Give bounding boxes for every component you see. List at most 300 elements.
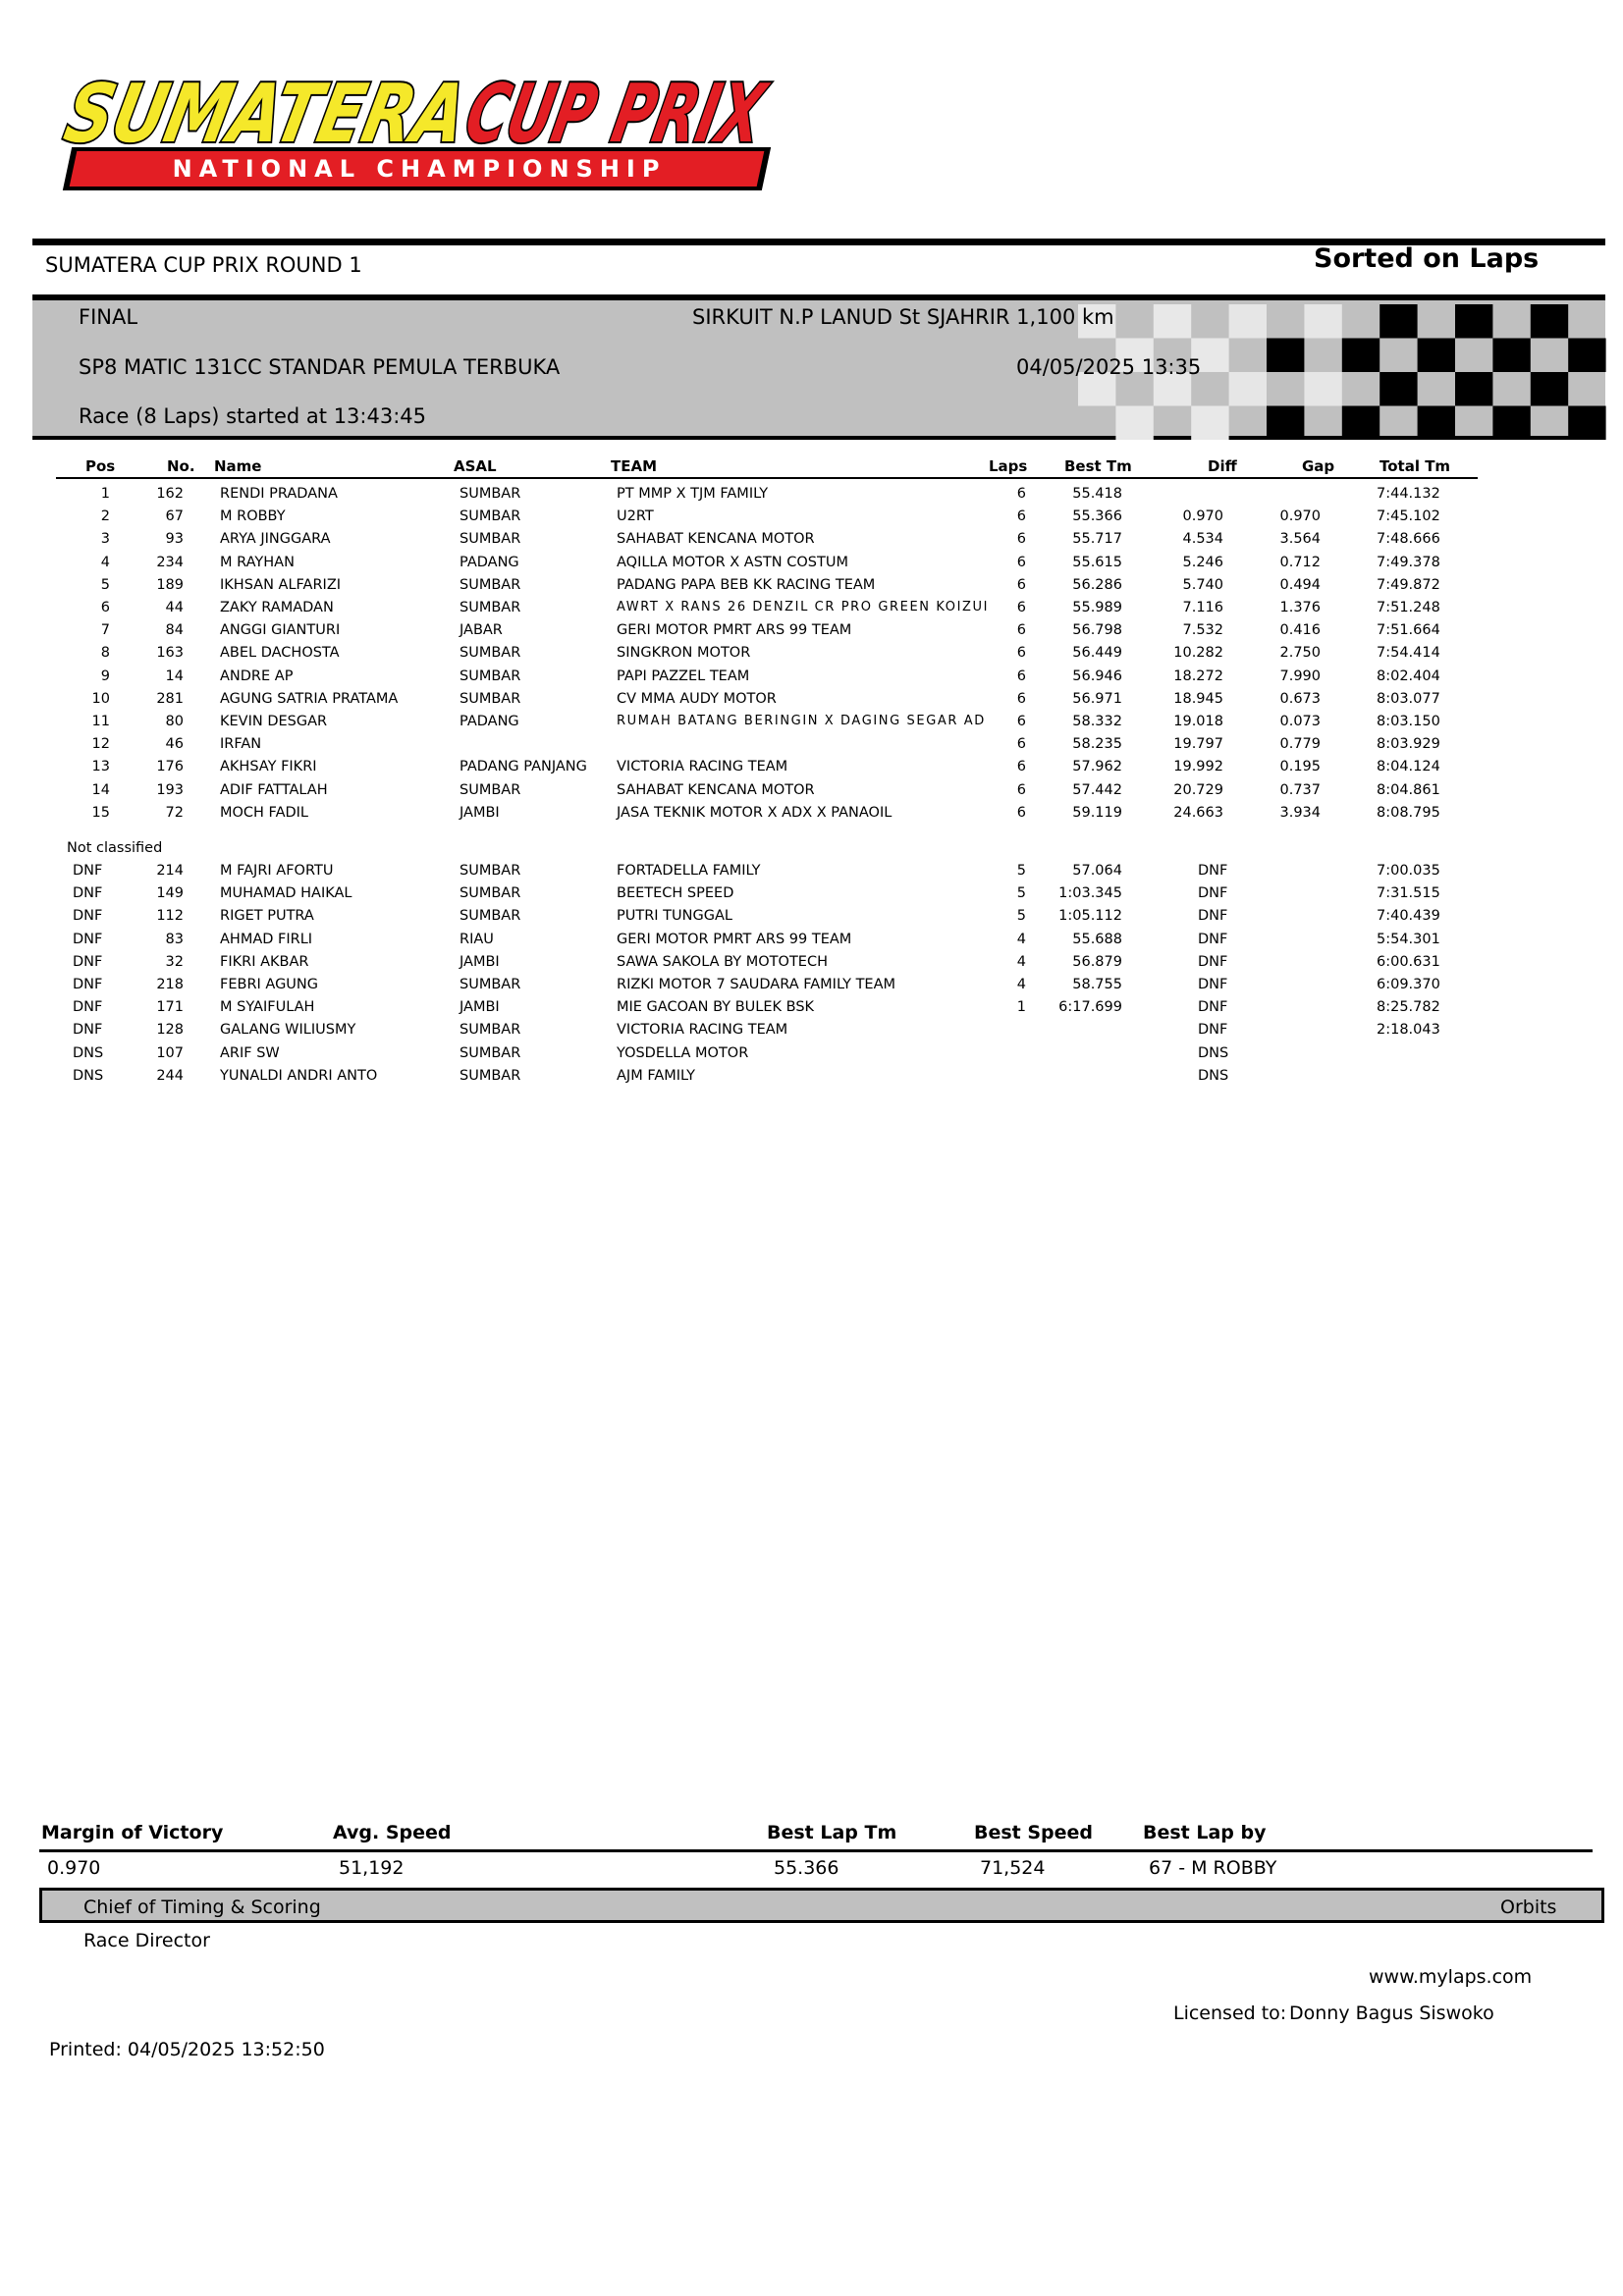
race-director-label: Race Director bbox=[83, 1930, 210, 1951]
cell-laps: 6 bbox=[1016, 576, 1026, 593]
table-row bbox=[0, 782, 1623, 805]
cell-best: 55.717 bbox=[1072, 531, 1122, 548]
cell-diff: DNF bbox=[1198, 999, 1228, 1016]
cell-name: AKHSAY FIKRI bbox=[220, 759, 317, 775]
cell-gap: 0.073 bbox=[1279, 714, 1321, 729]
cell-pos: DNF bbox=[73, 863, 103, 879]
cell-no: 72 bbox=[165, 804, 184, 821]
col-total: Total Tm bbox=[1380, 457, 1451, 475]
cell-no: 84 bbox=[165, 622, 184, 639]
sumatera-cup-prix-logo bbox=[57, 51, 902, 208]
circuit-label: SIRKUIT N.P LANUD St SJAHRIR 1,100 km bbox=[692, 305, 1114, 329]
table-row bbox=[0, 1068, 1623, 1091]
cell-best: 57.442 bbox=[1072, 781, 1122, 798]
cell-diff: 19.018 bbox=[1173, 714, 1223, 729]
cell-laps: 6 bbox=[1016, 714, 1026, 729]
cell-no: 46 bbox=[165, 736, 184, 753]
session-info-band bbox=[32, 294, 1605, 440]
cell-laps: 4 bbox=[1016, 953, 1026, 970]
cell-gap: 0.416 bbox=[1279, 622, 1321, 639]
col-asal: ASAL bbox=[454, 457, 497, 475]
cell-asal: SUMBAR bbox=[460, 645, 521, 662]
not-classified-label: Not classified bbox=[67, 840, 163, 856]
best-lap-by-value: 67 - M ROBBY bbox=[1149, 1857, 1277, 1879]
cell-best: 56.879 bbox=[1072, 953, 1122, 970]
cell-pos: 12 bbox=[91, 736, 110, 753]
cell-diff: DNF bbox=[1198, 953, 1228, 970]
cell-no: 83 bbox=[165, 931, 184, 947]
cell-team: SAWA SAKOLA BY MOTOTECH bbox=[617, 953, 828, 970]
cell-total: 8:03.150 bbox=[1377, 714, 1440, 729]
cell-laps: 6 bbox=[1016, 667, 1026, 684]
checker-square bbox=[1267, 339, 1304, 373]
checker-square bbox=[1342, 406, 1380, 441]
cell-diff: 5.740 bbox=[1182, 576, 1223, 593]
cell-name: M FAJRI AFORTU bbox=[220, 863, 334, 879]
cell-diff: 24.663 bbox=[1173, 804, 1223, 821]
cell-laps: 6 bbox=[1016, 645, 1026, 662]
cell-asal: SUMBAR bbox=[460, 667, 521, 684]
cell-pos: 8 bbox=[100, 645, 110, 662]
cell-no: 162 bbox=[156, 486, 184, 502]
table-row bbox=[0, 531, 1623, 554]
cell-asal: SUMBAR bbox=[460, 486, 521, 502]
cell-asal: JABAR bbox=[460, 622, 503, 639]
table-row bbox=[0, 577, 1623, 600]
cell-gap: 0.779 bbox=[1279, 736, 1321, 753]
table-row bbox=[0, 805, 1623, 828]
cell-no: 163 bbox=[156, 645, 184, 662]
cell-pos: 9 bbox=[100, 667, 110, 684]
cell-laps: 6 bbox=[1016, 622, 1026, 639]
cell-laps: 6 bbox=[1016, 690, 1026, 707]
class-name: SP8 MATIC 131CC STANDAR PEMULA TERBUKA bbox=[79, 355, 561, 379]
table-row bbox=[0, 908, 1623, 931]
cell-team: FORTADELLA FAMILY bbox=[617, 863, 761, 879]
checker-square bbox=[1531, 304, 1568, 339]
cell-best: 1:03.345 bbox=[1058, 885, 1122, 902]
checker-square bbox=[1418, 406, 1455, 441]
best-speed-label: Best Speed bbox=[974, 1822, 1094, 1843]
cell-no: 244 bbox=[156, 1067, 184, 1084]
race-info: Race (8 Laps) started at 13:43:45 bbox=[79, 404, 427, 428]
cell-best: 56.449 bbox=[1072, 645, 1122, 662]
col-gap: Gap bbox=[1302, 457, 1335, 475]
table-row bbox=[0, 954, 1623, 977]
cell-total: 7:51.664 bbox=[1377, 622, 1440, 639]
licensed-label: Licensed to: bbox=[1173, 2002, 1287, 2024]
cell-asal: SUMBAR bbox=[460, 885, 521, 902]
cell-gap: 1.376 bbox=[1279, 600, 1321, 615]
cell-no: 128 bbox=[156, 1022, 184, 1039]
cell-pos: 11 bbox=[91, 714, 110, 729]
cell-no: 176 bbox=[156, 759, 184, 775]
checker-square bbox=[1304, 372, 1341, 406]
cell-asal: PADANG PANJANG bbox=[460, 759, 587, 775]
checker-square bbox=[1531, 372, 1568, 406]
checker-square bbox=[1380, 304, 1417, 339]
col-best: Best Tm bbox=[1064, 457, 1132, 475]
checker-square bbox=[1492, 406, 1530, 441]
licensed-to-name: Donny Bagus Siswoko bbox=[1289, 2002, 1494, 2024]
cell-team: U2RT bbox=[617, 508, 654, 525]
cell-asal: SUMBAR bbox=[460, 690, 521, 707]
cell-gap: 0.737 bbox=[1279, 781, 1321, 798]
cell-asal: SUMBAR bbox=[460, 576, 521, 593]
cell-name: GALANG WILIUSMY bbox=[220, 1022, 356, 1039]
col-laps: Laps bbox=[989, 457, 1028, 475]
chief-of-timing-label: Chief of Timing & Scoring bbox=[83, 1896, 321, 1918]
cell-total: 8:03.077 bbox=[1377, 690, 1440, 707]
cell-total: 7:44.132 bbox=[1377, 486, 1440, 502]
cell-total: 6:00.631 bbox=[1377, 953, 1440, 970]
table-row bbox=[0, 645, 1623, 667]
cell-best: 55.688 bbox=[1072, 931, 1122, 947]
cell-laps: 6 bbox=[1016, 804, 1026, 821]
cell-team: YOSDELLA MOTOR bbox=[617, 1044, 749, 1061]
cell-team: PAPI PAZZEL TEAM bbox=[617, 667, 750, 684]
cell-laps: 6 bbox=[1016, 736, 1026, 753]
cell-no: 112 bbox=[156, 908, 184, 925]
cell-best: 6:17.699 bbox=[1058, 999, 1122, 1016]
cell-best: 55.366 bbox=[1072, 508, 1122, 525]
cell-no: 67 bbox=[165, 508, 184, 525]
cell-best: 1:05.112 bbox=[1058, 908, 1122, 925]
cell-total: 7:45.102 bbox=[1377, 508, 1440, 525]
avg-speed-label: Avg. Speed bbox=[333, 1822, 452, 1843]
cell-laps: 6 bbox=[1016, 781, 1026, 798]
table-row bbox=[0, 486, 1623, 508]
cell-best: 56.971 bbox=[1072, 690, 1122, 707]
cell-team: AQILLA MOTOR X ASTN COSTUM bbox=[617, 554, 848, 570]
cell-laps: 4 bbox=[1016, 931, 1026, 947]
cell-team: SAHABAT KENCANA MOTOR bbox=[617, 531, 815, 548]
cell-name: MUHAMAD HAIKAL bbox=[220, 885, 352, 902]
cell-name: ANGGI GIANTURI bbox=[220, 622, 341, 639]
checker-square bbox=[1154, 304, 1191, 339]
cell-pos: 5 bbox=[100, 576, 110, 593]
cell-total: 7:51.248 bbox=[1377, 600, 1440, 615]
table-row bbox=[0, 885, 1623, 908]
best-lap-label: Best Lap Tm bbox=[767, 1822, 897, 1843]
cell-gap: 3.564 bbox=[1279, 531, 1321, 548]
cell-asal: JAMBI bbox=[460, 804, 500, 821]
svg-text:SUMATERA: SUMATERA bbox=[57, 66, 569, 161]
cell-laps: 6 bbox=[1016, 600, 1026, 615]
table-row bbox=[0, 1022, 1623, 1044]
margin-of-victory-value: 0.970 bbox=[47, 1857, 101, 1879]
best-lap-value: 55.366 bbox=[774, 1857, 839, 1879]
cell-diff: 4.534 bbox=[1182, 531, 1223, 548]
cell-no: 214 bbox=[156, 863, 184, 879]
table-row bbox=[0, 932, 1623, 954]
cell-best: 55.989 bbox=[1072, 600, 1122, 615]
cell-laps: 6 bbox=[1016, 508, 1026, 525]
cell-diff: DNF bbox=[1198, 863, 1228, 879]
cell-team: VICTORIA RACING TEAM bbox=[617, 1022, 788, 1039]
cell-pos: 10 bbox=[91, 690, 110, 707]
cell-laps: 5 bbox=[1016, 863, 1026, 879]
session-label: FINAL bbox=[79, 305, 138, 329]
cell-team: MIE GACOAN BY BULEK BSK bbox=[617, 999, 815, 1016]
cell-laps: 5 bbox=[1016, 885, 1026, 902]
cell-asal: SUMBAR bbox=[460, 531, 521, 548]
table-row bbox=[0, 508, 1623, 531]
cell-laps: 6 bbox=[1016, 759, 1026, 775]
cell-no: 107 bbox=[156, 1044, 184, 1061]
table-row bbox=[0, 622, 1623, 645]
cell-pos: DNF bbox=[73, 908, 103, 925]
cell-best: 56.286 bbox=[1072, 576, 1122, 593]
cell-best: 55.418 bbox=[1072, 486, 1122, 502]
checker-square bbox=[1342, 339, 1380, 373]
cell-diff: 7.532 bbox=[1182, 622, 1223, 639]
margin-of-victory-label: Margin of Victory bbox=[41, 1822, 224, 1843]
cell-name: ADIF FATTALAH bbox=[220, 781, 328, 798]
cell-diff: DNF bbox=[1198, 931, 1228, 947]
cell-pos: DNF bbox=[73, 931, 103, 947]
cell-laps: 4 bbox=[1016, 977, 1026, 992]
cell-laps: 1 bbox=[1016, 999, 1026, 1016]
cell-total: 7:31.515 bbox=[1377, 885, 1440, 902]
col-pos: Pos bbox=[85, 457, 116, 475]
checker-square bbox=[1191, 406, 1228, 441]
cell-name: AGUNG SATRIA PRATAMA bbox=[220, 690, 399, 707]
cell-team: SAHABAT KENCANA MOTOR bbox=[617, 781, 815, 798]
cell-name: ZAKY RAMADAN bbox=[220, 600, 334, 615]
checker-square bbox=[1115, 406, 1153, 441]
table-row bbox=[0, 1045, 1623, 1068]
cell-laps: 6 bbox=[1016, 554, 1026, 570]
cell-laps: 6 bbox=[1016, 531, 1026, 548]
cell-diff: 19.992 bbox=[1173, 759, 1223, 775]
cell-total: 8:25.782 bbox=[1377, 999, 1440, 1016]
cell-pos: 4 bbox=[100, 554, 110, 570]
checker-square bbox=[1568, 339, 1605, 373]
cell-total: 2:18.043 bbox=[1377, 1022, 1440, 1039]
cell-diff: DNF bbox=[1198, 885, 1228, 902]
cell-team: JASA TEKNIK MOTOR X ADX X PANAOIL bbox=[617, 804, 893, 821]
cell-total: 7:49.378 bbox=[1377, 554, 1440, 570]
cell-team: RUMAH BATANG BERINGIN X DAGING SEGAR AD bbox=[617, 714, 986, 728]
cell-team: GERI MOTOR PMRT ARS 99 TEAM bbox=[617, 931, 852, 947]
table-row bbox=[0, 668, 1623, 691]
table-row bbox=[0, 555, 1623, 577]
col-name: Name bbox=[214, 457, 262, 475]
cell-asal: SUMBAR bbox=[460, 908, 521, 925]
cell-total: 7:40.439 bbox=[1377, 908, 1440, 925]
cell-diff: 18.272 bbox=[1173, 667, 1223, 684]
cell-team: AJM FAMILY bbox=[617, 1067, 696, 1084]
column-header-rule bbox=[56, 477, 1478, 479]
cell-no: 281 bbox=[156, 690, 184, 707]
table-row bbox=[0, 691, 1623, 714]
cell-best: 58.332 bbox=[1072, 714, 1122, 729]
sorted-label: Sorted on Laps bbox=[1314, 243, 1540, 274]
checker-square bbox=[1380, 372, 1417, 406]
cell-no: 149 bbox=[156, 885, 184, 902]
best-speed-value: 71,524 bbox=[980, 1857, 1046, 1879]
table-row bbox=[0, 714, 1623, 736]
cell-diff: DNS bbox=[1198, 1044, 1229, 1061]
cell-gap: 0.712 bbox=[1279, 554, 1321, 570]
cell-asal: SUMBAR bbox=[460, 600, 521, 615]
cell-total: 8:02.404 bbox=[1377, 667, 1440, 684]
cell-asal: SUMBAR bbox=[460, 781, 521, 798]
cell-pos: 1 bbox=[100, 486, 110, 502]
cell-total: 7:54.414 bbox=[1377, 645, 1440, 662]
cell-name: ABEL DACHOSTA bbox=[220, 645, 340, 662]
cell-asal: SUMBAR bbox=[460, 1022, 521, 1039]
table-row bbox=[0, 999, 1623, 1022]
cell-name: RENDI PRADANA bbox=[220, 486, 338, 502]
best-lap-by-label: Best Lap by bbox=[1143, 1822, 1267, 1843]
cell-name: ANDRE AP bbox=[220, 667, 294, 684]
chief-of-timing-band bbox=[39, 1888, 1604, 1923]
cell-team: PUTRI TUNGGAL bbox=[617, 908, 732, 925]
cell-best: 56.946 bbox=[1072, 667, 1122, 684]
cell-no: 32 bbox=[165, 953, 184, 970]
cell-total: 8:04.861 bbox=[1377, 781, 1440, 798]
cell-diff: 18.945 bbox=[1173, 690, 1223, 707]
round-title: SUMATERA CUP PRIX ROUND 1 bbox=[45, 253, 362, 277]
cell-total: 8:03.929 bbox=[1377, 736, 1440, 753]
cell-total: 8:08.795 bbox=[1377, 804, 1440, 821]
cell-no: 234 bbox=[156, 554, 184, 570]
cell-pos: DNS bbox=[73, 1067, 104, 1084]
cell-team: AWRT X RANS 26 DENZIL CR PRO GREEN KOIZUI bbox=[617, 600, 990, 614]
cell-name: IRFAN bbox=[220, 736, 262, 753]
table-row bbox=[0, 736, 1623, 759]
cell-name: AHMAD FIRLI bbox=[220, 931, 313, 947]
col-no: No. bbox=[167, 457, 195, 475]
cell-asal: JAMBI bbox=[460, 953, 500, 970]
cell-pos: DNF bbox=[73, 885, 103, 902]
cell-team: CV MMA AUDY MOTOR bbox=[617, 690, 777, 707]
table-row bbox=[0, 759, 1623, 781]
cell-name: YUNALDI ANDRI ANTO bbox=[220, 1067, 378, 1084]
cell-name: FIKRI AKBAR bbox=[220, 953, 309, 970]
cell-pos: 7 bbox=[100, 622, 110, 639]
checker-square bbox=[1568, 406, 1605, 441]
cell-asal: PADANG bbox=[460, 554, 519, 570]
checker-square bbox=[1418, 339, 1455, 373]
cell-team: PT MMP X TJM FAMILY bbox=[617, 486, 769, 502]
cell-pos: DNF bbox=[73, 1022, 103, 1039]
cell-name: KEVIN DESGAR bbox=[220, 714, 328, 729]
cell-gap: 7.990 bbox=[1279, 667, 1321, 684]
cell-gap: 0.673 bbox=[1279, 690, 1321, 707]
col-diff: Diff bbox=[1208, 457, 1237, 475]
cell-total: 7:00.035 bbox=[1377, 863, 1440, 879]
cell-gap: 3.934 bbox=[1279, 804, 1321, 821]
cell-name: RIGET PUTRA bbox=[220, 908, 314, 925]
cell-pos: 14 bbox=[91, 781, 110, 798]
cell-pos: DNF bbox=[73, 977, 103, 992]
cell-no: 218 bbox=[156, 977, 184, 992]
cell-team: RIZKI MOTOR 7 SAUDARA FAMILY TEAM bbox=[617, 977, 896, 992]
cell-total: 8:04.124 bbox=[1377, 759, 1440, 775]
cell-diff: DNS bbox=[1198, 1067, 1229, 1084]
cell-total: 6:09.370 bbox=[1377, 977, 1440, 992]
cell-best: 55.615 bbox=[1072, 554, 1122, 570]
cell-name: M SYAIFULAH bbox=[220, 999, 315, 1016]
printed-timestamp: Printed: 04/05/2025 13:52:50 bbox=[49, 2039, 325, 2060]
cell-best: 57.962 bbox=[1072, 759, 1122, 775]
cell-diff: 10.282 bbox=[1173, 645, 1223, 662]
checker-square bbox=[1455, 372, 1492, 406]
cell-total: 7:48.666 bbox=[1377, 531, 1440, 548]
avg-speed-value: 51,192 bbox=[339, 1857, 405, 1879]
race-datetime: 04/05/2025 13:35 bbox=[1016, 355, 1202, 379]
cell-asal: SUMBAR bbox=[460, 508, 521, 525]
table-row bbox=[0, 977, 1623, 999]
cell-name: IKHSAN ALFARIZI bbox=[220, 576, 342, 593]
cell-gap: 0.970 bbox=[1279, 508, 1321, 525]
cell-pos: 2 bbox=[100, 508, 110, 525]
cell-no: 171 bbox=[156, 999, 184, 1016]
cell-name: FEBRI AGUNG bbox=[220, 977, 319, 992]
cell-diff: DNF bbox=[1198, 908, 1228, 925]
cell-best: 57.064 bbox=[1072, 863, 1122, 879]
cell-pos: DNF bbox=[73, 953, 103, 970]
cell-gap: 0.494 bbox=[1279, 576, 1321, 593]
cell-name: M ROBBY bbox=[220, 508, 286, 525]
cell-no: 14 bbox=[165, 667, 184, 684]
cell-best: 59.119 bbox=[1072, 804, 1122, 821]
cell-pos: 13 bbox=[91, 759, 110, 775]
cell-diff: 0.970 bbox=[1182, 508, 1223, 525]
cell-asal: SUMBAR bbox=[460, 863, 521, 879]
cell-no: 93 bbox=[165, 531, 184, 548]
col-team: TEAM bbox=[611, 457, 658, 475]
cell-asal: RIAU bbox=[460, 931, 494, 947]
cell-asal: SUMBAR bbox=[460, 1067, 521, 1084]
orbits-label: Orbits bbox=[1500, 1896, 1557, 1918]
cell-gap: 0.195 bbox=[1279, 759, 1321, 775]
cell-diff: 5.246 bbox=[1182, 554, 1223, 570]
checker-square bbox=[1304, 304, 1341, 339]
cell-diff: 7.116 bbox=[1182, 600, 1223, 615]
table-row bbox=[0, 863, 1623, 885]
checker-square bbox=[1455, 304, 1492, 339]
cell-laps: 5 bbox=[1016, 908, 1026, 925]
cell-no: 193 bbox=[156, 781, 184, 798]
cell-diff: DNF bbox=[1198, 1022, 1228, 1039]
cell-pos: 15 bbox=[91, 804, 110, 821]
cell-team: PADANG PAPA BEB KK RACING TEAM bbox=[617, 576, 876, 593]
table-row bbox=[0, 600, 1623, 622]
checker-square bbox=[1229, 372, 1267, 406]
checker-square bbox=[1229, 304, 1267, 339]
cell-name: M RAYHAN bbox=[220, 554, 295, 570]
cell-no: 80 bbox=[165, 714, 184, 729]
cell-best: 58.235 bbox=[1072, 736, 1122, 753]
cell-name: ARIF SW bbox=[220, 1044, 280, 1061]
cell-asal: SUMBAR bbox=[460, 1044, 521, 1061]
checker-square bbox=[1267, 406, 1304, 441]
website-link[interactable]: www.mylaps.com bbox=[1369, 1966, 1533, 1988]
cell-team: SINGKRON MOTOR bbox=[617, 645, 751, 662]
cell-name: ARYA JINGGARA bbox=[220, 531, 331, 548]
cell-total: 7:49.872 bbox=[1377, 576, 1440, 593]
cell-no: 44 bbox=[165, 600, 184, 615]
cell-team: GERI MOTOR PMRT ARS 99 TEAM bbox=[617, 622, 852, 639]
cell-team: BEETECH SPEED bbox=[617, 885, 734, 902]
checker-square bbox=[1492, 339, 1530, 373]
cell-diff: 19.797 bbox=[1173, 736, 1223, 753]
cell-pos: 3 bbox=[100, 531, 110, 548]
